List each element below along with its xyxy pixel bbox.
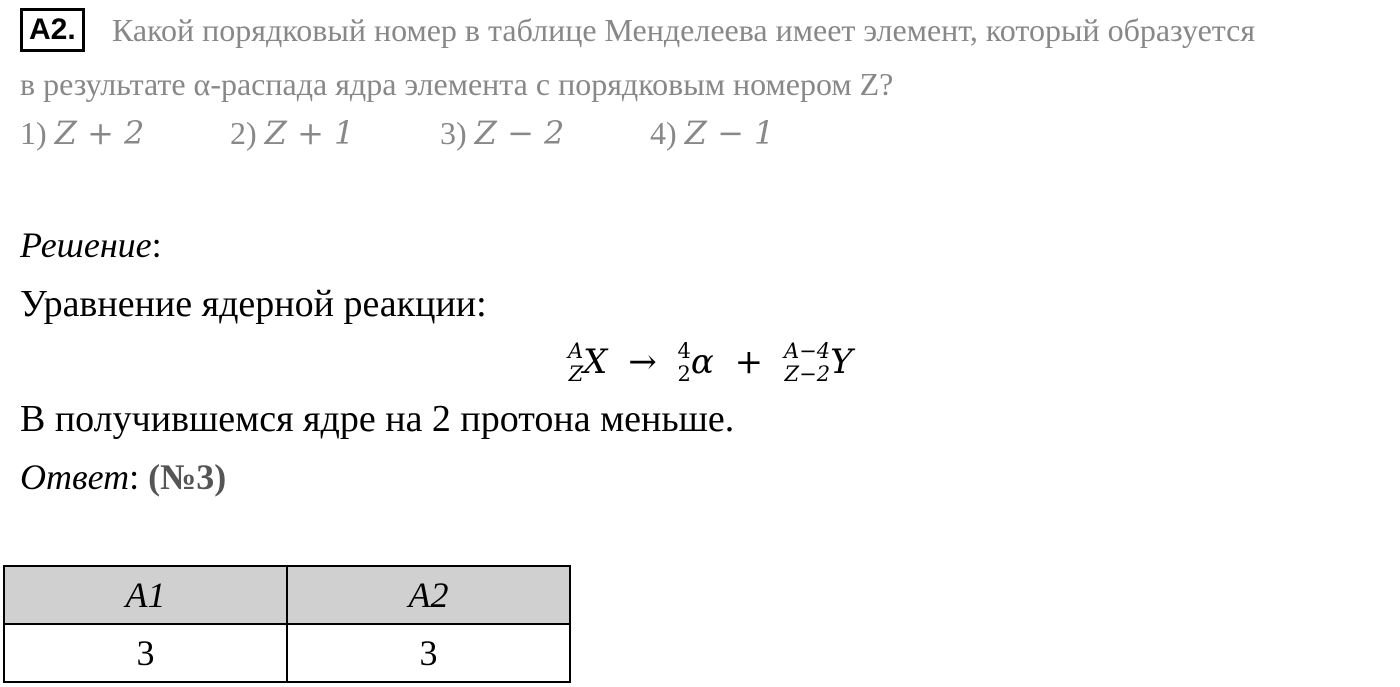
solution-label: Решение [20,225,152,265]
option-2-number: 2) [230,115,257,151]
option-3-expression: Z − 2 [474,114,565,152]
answer-table-row [4,624,570,682]
parent-mass-number: A [568,339,584,363]
daughter-symbol: Y [830,342,853,382]
alpha-symbol: α [690,342,714,382]
answer-table-header-a1: A1 [4,566,287,624]
plus-sign: + [734,342,764,382]
parent-nucleus-numbers [568,336,583,386]
alpha-charge-number: 2 [677,362,691,386]
option-4-expression: Z − 1 [684,114,775,152]
option-3 [440,113,564,153]
option-3-number: 3) [440,115,467,151]
daughter-mass-number: A−4 [783,339,831,363]
conclusion-text: В получившемся ядре на 2 протона меньше. [20,398,735,440]
solution-colon: : [151,225,162,265]
answer-table-header-row [4,566,570,624]
alpha-particle [678,336,714,388]
option-1 [20,113,144,153]
option-1-expression: Z + 2 [54,114,145,152]
answer-colon: : [129,457,140,497]
solution-heading [20,223,162,267]
option-4 [650,113,774,153]
parent-nucleus [568,336,607,388]
parent-symbol: X [583,342,608,382]
daughter-nucleus [784,336,853,388]
question-text-line1: Какой порядковый номер в таблице Менделеева имеет элемент, который образуется [112,12,1256,48]
answer-line [20,455,226,499]
nuclear-equation [568,336,853,388]
option-2-expression: Z + 1 [264,114,355,152]
option-1-number: 1) [20,115,47,151]
answer-options [20,113,820,153]
answer-table-header-a2: A2 [287,566,570,624]
answer-value: (№3) [148,457,227,497]
equation-title: Уравнение ядерной реакции: [20,283,487,325]
alpha-particle-numbers [678,336,691,386]
answer-table-cell-a2: 3 [287,624,570,682]
answer-label: Ответ [20,457,130,497]
daughter-charge-number: Z−2 [784,362,831,386]
option-2 [230,113,354,153]
reaction-arrow: → [628,342,657,382]
answer-table [3,565,571,683]
task-number-badge: A2. [20,8,85,52]
question-text-line2: в результате α-распада ядра элемента с порядковым номером Z? [20,66,894,102]
option-4-number: 4) [650,115,677,151]
alpha-mass-number: 4 [677,339,691,363]
parent-charge-number: Z [568,362,584,386]
answer-table-cell-a1: 3 [4,624,287,682]
daughter-nucleus-numbers [784,336,830,386]
